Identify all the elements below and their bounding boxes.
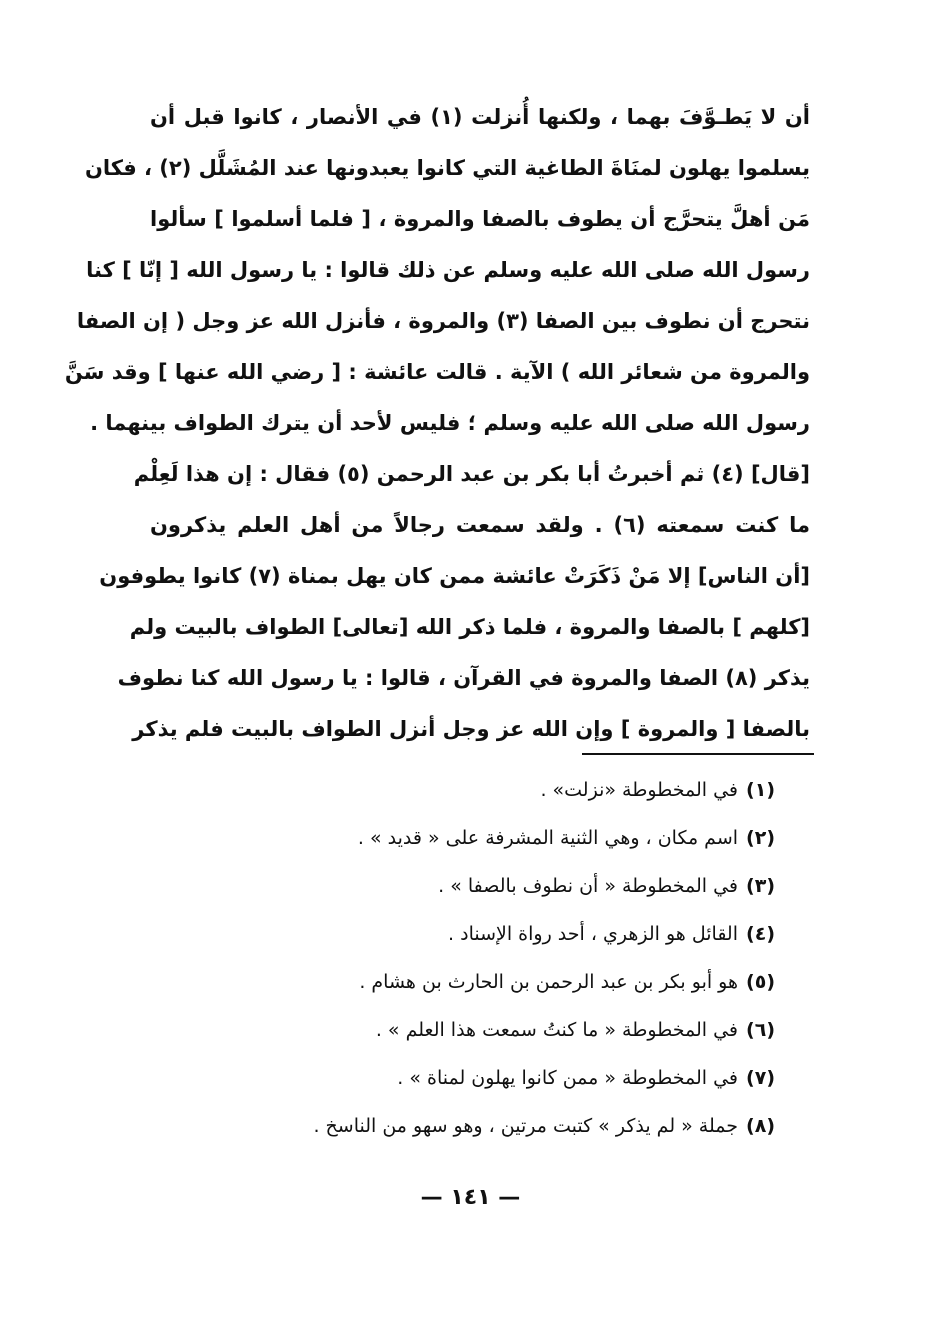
footnote-number: (٨)	[746, 1115, 775, 1137]
footnote	[150, 958, 775, 1006]
footnote-text: اسم مكان ، وهي الثنية المشرفة على « قديد » .	[357, 827, 739, 849]
body-line: [كلهم ] بالصفا والمروة ، فلما ذكر الله [تعالى] الطواف بالبيت ولم	[129, 615, 810, 639]
footnote	[150, 766, 775, 814]
body-line: والمروة من شعائر الله ) الآية . قالت عائشة : [ رضي الله عنها ] وقد سَنَّ	[64, 360, 810, 384]
footnote-text: في المخطوطة « ما كنتُ سمعت هذا العلم » .	[375, 1019, 739, 1041]
body-line: رسول الله صلى الله عليه وسلم ؛ فليس لأحد أن يترك الطواف بينهما .	[90, 411, 810, 435]
body-text	[64, 92, 810, 755]
body-line: نتحرج أن نطوف بين الصفا (٣) والمروة ، فأنزل الله عز وجل ( إن الصفا	[76, 309, 810, 333]
body-line: بالصفا [ والمروة ] وإن الله عز وجل أنزل الطواف بالبيت فلم يذكر	[132, 717, 810, 741]
body-line: مَن أهلَّ يتحرَّج أن يطوف بالصفا والمروة ، [ فلما أسلموا ] سألوا	[150, 207, 810, 231]
footnote-text: هو أبو بكر بن عبد الرحمن بن الحارث بن هشام .	[359, 971, 739, 993]
footnote-divider	[582, 753, 814, 755]
footnotes	[150, 766, 775, 1150]
footnote-number: (١)	[746, 779, 775, 801]
page-number: — ١٤١ —	[420, 1185, 521, 1210]
footnote	[150, 814, 775, 862]
footnote-text: القائل هو الزهري ، أحد رواة الإسناد .	[448, 923, 739, 945]
footnote-text: جملة « لم يذكر » كتبت مرتين ، وهو سهو من الناسخ .	[313, 1115, 739, 1137]
footnote-number: (٣)	[746, 875, 775, 897]
footnote-number: (٧)	[746, 1067, 775, 1089]
footnote	[150, 1102, 775, 1150]
footnote-text: في المخطوطة « ممن كانوا يهلون لمناة » .	[397, 1067, 739, 1089]
footnote-text: في المخطوطة «نزلت» .	[540, 779, 739, 801]
footnote-text: في المخطوطة « أن نطوف بالصفا » .	[438, 875, 739, 897]
body-line: ما كنت سمعته (٦) . ولقد سمعت رجالاً من أهل العلم يذكرون	[150, 513, 810, 537]
footnote	[150, 1006, 775, 1054]
footnote-number: (٦)	[746, 1019, 775, 1041]
body-line: يسلموا يهلون لمنَاةَ الطاغية التي كانوا يعبدونها عند المُشَلَّل (٢) ، فكان	[84, 156, 810, 180]
body-line: أن لا يَطـوَّفَ بهما ، ولكنها أُنزلت (١) في الأنصار ، كانوا قبل أن	[150, 105, 810, 129]
footnote-number: (٤)	[746, 923, 775, 945]
body-line: رسول الله صلى الله عليه وسلم عن ذلك قالوا : يا رسول الله [ إنّا ] كنا	[86, 258, 810, 282]
footnote-number: (٥)	[746, 971, 775, 993]
footnote	[150, 1054, 775, 1102]
footnote	[150, 910, 775, 958]
body-line: يذكر (٨) الصفا والمروة في القرآن ، قالوا : يا رسول الله كنا نطوف	[117, 666, 810, 690]
footnote-number: (٢)	[746, 827, 775, 849]
body-line: [قال] (٤) ثم أخبرتُ أبا بكر بن عبد الرحمن (٥) فقال : إن هذا لَعِلْم	[133, 462, 810, 486]
body-line: [أن الناس] إلا مَنْ ذَكَرَتْ عائشة ممن كان يهل بمناة (٧) كانوا يطوفون	[99, 564, 810, 588]
footnote	[150, 862, 775, 910]
